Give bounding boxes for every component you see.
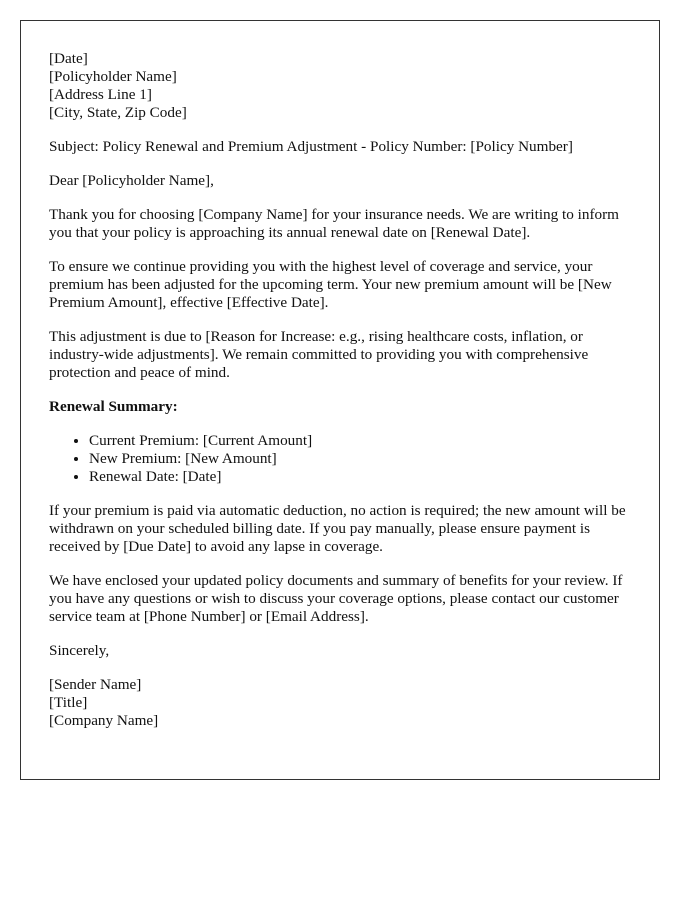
sender-signature-block	[49, 676, 631, 730]
summary-item-current-premium: • Current Premium: [Current Amount]	[89, 432, 631, 450]
payment-paragraph: If your premium is paid via automatic deduction, no action is required; the new amount will be withdrawn on your scheduled billing date. If you pay manually, please ensure payment is received by [Due Date] to avoid any lapse in coverage.	[49, 502, 626, 555]
summary-item-renewal-date: • Renewal Date: [Date]	[89, 468, 631, 486]
renewal-summary-heading: Renewal Summary:	[49, 398, 178, 415]
sender-name: [Sender Name]	[49, 676, 142, 693]
letter-page	[20, 20, 660, 780]
premium-adjustment-paragraph: To ensure we continue providing you with the highest level of coverage and service, your premium has been adjusted for the upcoming term. Your new premium amount will be [New Premium Amount], effective [Effective Date].	[49, 258, 612, 311]
recipient-address-block	[49, 50, 631, 122]
enclosure-paragraph: We have enclosed your updated policy documents and summary of benefits for your review. If you have any questions or wish to discuss your coverage options, please contact our customer service team at [Phone Number] or [Email Address].	[49, 572, 623, 625]
sender-title: [Title]	[49, 694, 88, 711]
renewal-summary-list	[49, 432, 631, 486]
summary-item-new-premium: • New Premium: [New Amount]	[89, 450, 631, 468]
signoff: Sincerely,	[49, 642, 110, 659]
policyholder-name: [Policyholder Name]	[49, 68, 177, 85]
sender-company: [Company Name]	[49, 712, 159, 729]
intro-paragraph: Thank you for choosing [Company Name] for your insurance needs. We are writing to inform you that your policy is approaching its annual renewal date on [Renewal Date].	[49, 206, 619, 241]
city-state-zip: [City, State, Zip Code]	[49, 104, 187, 121]
subject-line: Subject: Policy Renewal and Premium Adjustment - Policy Number: [Policy Number]	[49, 138, 573, 155]
letter-date: [Date]	[49, 50, 88, 67]
address-line-1: [Address Line 1]	[49, 86, 152, 103]
salutation: Dear [Policyholder Name],	[49, 172, 214, 189]
reason-paragraph: This adjustment is due to [Reason for Increase: e.g., rising healthcare costs, inflation, or industry-wide adjustments]. We remain committed to providing you with comprehensive protection and peace of mind.	[49, 328, 589, 381]
